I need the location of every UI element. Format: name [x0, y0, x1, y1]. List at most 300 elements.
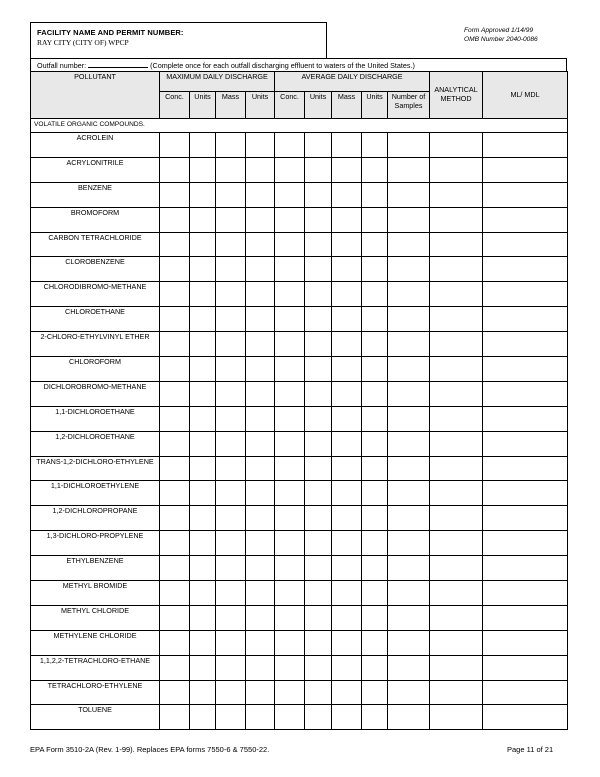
- mass-cell[interactable]: [216, 531, 246, 556]
- units-cell[interactable]: [246, 456, 275, 481]
- conc-cell[interactable]: [160, 133, 190, 158]
- ml-mdl-cell[interactable]: [483, 307, 568, 332]
- conc-cell[interactable]: [275, 655, 305, 680]
- mass-cell[interactable]: [332, 506, 362, 531]
- mass-cell[interactable]: [216, 307, 246, 332]
- units-cell[interactable]: [190, 332, 216, 357]
- units-cell[interactable]: [246, 630, 275, 655]
- ml-mdl-cell[interactable]: [483, 556, 568, 581]
- conc-cell[interactable]: [160, 630, 190, 655]
- units-cell[interactable]: [305, 506, 332, 531]
- samples-cell[interactable]: [388, 655, 430, 680]
- units-cell[interactable]: [246, 406, 275, 431]
- conc-cell[interactable]: [160, 207, 190, 232]
- units-cell[interactable]: [246, 556, 275, 581]
- analytical-method-cell[interactable]: [430, 456, 483, 481]
- units-cell[interactable]: [190, 481, 216, 506]
- units-cell[interactable]: [190, 357, 216, 382]
- mass-cell[interactable]: [216, 705, 246, 730]
- facility-box: [30, 22, 327, 58]
- pollutant-name: ACRYLONITRILE: [31, 157, 160, 182]
- conc-cell[interactable]: [160, 605, 190, 630]
- analytical-method-cell[interactable]: [430, 357, 483, 382]
- mass-cell[interactable]: [216, 232, 246, 257]
- ml-mdl-cell[interactable]: [483, 381, 568, 406]
- analytical-method-cell[interactable]: [430, 133, 483, 158]
- conc-cell[interactable]: [160, 531, 190, 556]
- samples-cell[interactable]: [388, 332, 430, 357]
- units-cell[interactable]: [246, 381, 275, 406]
- units-cell[interactable]: [190, 556, 216, 581]
- table-row: [31, 282, 568, 307]
- table-row: [31, 506, 568, 531]
- conc-cell[interactable]: [160, 406, 190, 431]
- mass-cell[interactable]: [332, 481, 362, 506]
- units-cell[interactable]: [190, 456, 216, 481]
- mass-cell[interactable]: [332, 705, 362, 730]
- conc-cell[interactable]: [160, 506, 190, 531]
- mass-cell[interactable]: [216, 655, 246, 680]
- sub-units: Units: [362, 92, 388, 119]
- mass-cell[interactable]: [332, 357, 362, 382]
- units-cell[interactable]: [362, 332, 388, 357]
- conc-cell[interactable]: [275, 282, 305, 307]
- form-approval-block: [464, 27, 574, 44]
- conc-cell[interactable]: [275, 481, 305, 506]
- samples-cell[interactable]: [388, 556, 430, 581]
- units-cell[interactable]: [246, 307, 275, 332]
- pollutant-name: METHYL CHLORIDE: [31, 605, 160, 630]
- samples-cell[interactable]: [388, 456, 430, 481]
- mass-cell[interactable]: [332, 232, 362, 257]
- units-cell[interactable]: [190, 257, 216, 282]
- units-cell[interactable]: [305, 232, 332, 257]
- mass-cell[interactable]: [332, 456, 362, 481]
- ml-mdl-cell[interactable]: [483, 406, 568, 431]
- samples-cell[interactable]: [388, 680, 430, 705]
- mass-cell[interactable]: [332, 655, 362, 680]
- units-cell[interactable]: [190, 581, 216, 606]
- ml-mdl-cell[interactable]: [483, 655, 568, 680]
- units-cell[interactable]: [246, 357, 275, 382]
- units-cell[interactable]: [305, 207, 332, 232]
- units-cell[interactable]: [246, 182, 275, 207]
- conc-cell[interactable]: [160, 581, 190, 606]
- units-cell[interactable]: [246, 431, 275, 456]
- conc-cell[interactable]: [160, 556, 190, 581]
- units-cell[interactable]: [362, 680, 388, 705]
- pollutant-name: 1,1-DICHLOROETHANE: [31, 406, 160, 431]
- units-cell[interactable]: [362, 406, 388, 431]
- units-cell[interactable]: [305, 282, 332, 307]
- section-row: [31, 119, 568, 133]
- samples-cell[interactable]: [388, 307, 430, 332]
- samples-cell[interactable]: [388, 406, 430, 431]
- conc-cell[interactable]: [160, 705, 190, 730]
- analytical-method-cell[interactable]: [430, 605, 483, 630]
- conc-cell[interactable]: [275, 506, 305, 531]
- mass-cell[interactable]: [216, 406, 246, 431]
- mass-cell[interactable]: [216, 157, 246, 182]
- mass-cell[interactable]: [332, 581, 362, 606]
- units-cell[interactable]: [305, 655, 332, 680]
- table-row: [31, 705, 568, 730]
- conc-cell[interactable]: [160, 456, 190, 481]
- samples-cell[interactable]: [388, 581, 430, 606]
- units-cell[interactable]: [362, 655, 388, 680]
- units-cell[interactable]: [362, 456, 388, 481]
- units-cell[interactable]: [305, 332, 332, 357]
- conc-cell[interactable]: [275, 381, 305, 406]
- ml-mdl-cell[interactable]: [483, 705, 568, 730]
- units-cell[interactable]: [362, 257, 388, 282]
- conc-cell[interactable]: [160, 282, 190, 307]
- table-row: [31, 655, 568, 680]
- conc-cell[interactable]: [160, 257, 190, 282]
- units-cell[interactable]: [246, 581, 275, 606]
- units-cell[interactable]: [362, 381, 388, 406]
- analytical-method-cell[interactable]: [430, 207, 483, 232]
- col-avg-daily: AVERAGE DAILY DISCHARGE: [275, 72, 430, 92]
- units-cell[interactable]: [305, 456, 332, 481]
- units-cell[interactable]: [305, 257, 332, 282]
- units-cell[interactable]: [305, 605, 332, 630]
- mass-cell[interactable]: [332, 630, 362, 655]
- analytical-method-cell[interactable]: [430, 282, 483, 307]
- conc-cell[interactable]: [275, 232, 305, 257]
- units-cell[interactable]: [190, 307, 216, 332]
- mass-cell[interactable]: [216, 630, 246, 655]
- mass-cell[interactable]: [216, 381, 246, 406]
- pollutant-name: 1,1,2,2-TETRACHLORO-ETHANE: [31, 655, 160, 680]
- units-cell[interactable]: [246, 680, 275, 705]
- units-cell[interactable]: [305, 680, 332, 705]
- units-cell[interactable]: [362, 282, 388, 307]
- analytical-method-cell[interactable]: [430, 630, 483, 655]
- units-cell[interactable]: [305, 705, 332, 730]
- conc-cell[interactable]: [275, 581, 305, 606]
- units-cell[interactable]: [362, 705, 388, 730]
- conc-cell[interactable]: [275, 705, 305, 730]
- units-cell[interactable]: [362, 157, 388, 182]
- units-cell[interactable]: [246, 257, 275, 282]
- units-cell[interactable]: [190, 506, 216, 531]
- mass-cell[interactable]: [216, 680, 246, 705]
- units-cell[interactable]: [190, 531, 216, 556]
- conc-cell[interactable]: [275, 257, 305, 282]
- samples-cell[interactable]: [388, 157, 430, 182]
- analytical-method-cell[interactable]: [430, 182, 483, 207]
- ml-mdl-cell[interactable]: [483, 605, 568, 630]
- units-cell[interactable]: [305, 531, 332, 556]
- conc-cell[interactable]: [160, 357, 190, 382]
- units-cell[interactable]: [190, 182, 216, 207]
- units-cell[interactable]: [246, 282, 275, 307]
- units-cell[interactable]: [362, 182, 388, 207]
- table-row: [31, 630, 568, 655]
- units-cell[interactable]: [190, 655, 216, 680]
- conc-cell[interactable]: [160, 332, 190, 357]
- units-cell[interactable]: [190, 705, 216, 730]
- omb-number: OMB Number 2040-0086: [464, 35, 538, 43]
- mass-cell[interactable]: [216, 506, 246, 531]
- mass-cell[interactable]: [216, 556, 246, 581]
- conc-cell[interactable]: [275, 357, 305, 382]
- mass-cell[interactable]: [332, 680, 362, 705]
- analytical-method-cell[interactable]: [430, 556, 483, 581]
- outfall-number-field[interactable]: [88, 61, 148, 68]
- units-cell[interactable]: [246, 481, 275, 506]
- ml-mdl-cell[interactable]: [483, 506, 568, 531]
- sub-number-of-samples: Number of Samples: [388, 92, 430, 119]
- mass-cell[interactable]: [216, 357, 246, 382]
- table-row: [31, 157, 568, 182]
- mass-cell[interactable]: [216, 182, 246, 207]
- ml-mdl-cell[interactable]: [483, 630, 568, 655]
- units-cell[interactable]: [190, 232, 216, 257]
- units-cell[interactable]: [362, 207, 388, 232]
- units-cell[interactable]: [246, 531, 275, 556]
- analytical-method-cell[interactable]: [430, 332, 483, 357]
- units-cell[interactable]: [246, 207, 275, 232]
- units-cell[interactable]: [305, 581, 332, 606]
- analytical-method-cell[interactable]: [430, 581, 483, 606]
- analytical-method-cell[interactable]: [430, 381, 483, 406]
- units-cell[interactable]: [246, 157, 275, 182]
- ml-mdl-cell[interactable]: [483, 207, 568, 232]
- header-row-1: [31, 72, 568, 92]
- mass-cell[interactable]: [216, 581, 246, 606]
- ml-mdl-cell[interactable]: [483, 232, 568, 257]
- ml-mdl-cell[interactable]: [483, 481, 568, 506]
- col-pollutant: POLLUTANT: [31, 72, 160, 119]
- units-cell[interactable]: [362, 232, 388, 257]
- analytical-method-cell[interactable]: [430, 406, 483, 431]
- conc-cell[interactable]: [160, 232, 190, 257]
- mass-cell[interactable]: [332, 406, 362, 431]
- conc-cell[interactable]: [160, 481, 190, 506]
- sub-units: Units: [305, 92, 332, 119]
- outfall-label: Outfall number:: [37, 61, 87, 70]
- mass-cell[interactable]: [332, 257, 362, 282]
- ml-mdl-cell[interactable]: [483, 680, 568, 705]
- units-cell[interactable]: [190, 282, 216, 307]
- conc-cell[interactable]: [160, 431, 190, 456]
- mass-cell[interactable]: [332, 332, 362, 357]
- conc-cell[interactable]: [160, 157, 190, 182]
- mass-cell[interactable]: [216, 456, 246, 481]
- conc-cell[interactable]: [275, 456, 305, 481]
- section-title: VOLATILE ORGANIC COMPOUNDS.: [31, 119, 568, 133]
- analytical-method-cell[interactable]: [430, 705, 483, 730]
- ml-mdl-cell[interactable]: [483, 257, 568, 282]
- ml-mdl-cell[interactable]: [483, 332, 568, 357]
- form-approved-date: Form Approved 1/14/99: [464, 27, 534, 34]
- samples-cell[interactable]: [388, 133, 430, 158]
- conc-cell[interactable]: [160, 655, 190, 680]
- analytical-method-cell[interactable]: [430, 506, 483, 531]
- units-cell[interactable]: [362, 605, 388, 630]
- conc-cell[interactable]: [160, 307, 190, 332]
- units-cell[interactable]: [362, 481, 388, 506]
- mass-cell[interactable]: [332, 207, 362, 232]
- units-cell[interactable]: [305, 133, 332, 158]
- analytical-method-cell[interactable]: [430, 531, 483, 556]
- ml-mdl-cell[interactable]: [483, 157, 568, 182]
- analytical-method-cell[interactable]: [430, 655, 483, 680]
- units-cell[interactable]: [305, 431, 332, 456]
- mass-cell[interactable]: [332, 381, 362, 406]
- samples-cell[interactable]: [388, 630, 430, 655]
- table-row: [31, 531, 568, 556]
- mass-cell[interactable]: [332, 307, 362, 332]
- analytical-method-cell[interactable]: [430, 680, 483, 705]
- form-id: EPA Form 3510-2A (Rev. 1-99). Replaces EPA forms 7550-6 & 7550-22.: [30, 745, 270, 754]
- pollutant-name: CARBON TETRACHLORIDE: [31, 232, 160, 257]
- units-cell[interactable]: [190, 381, 216, 406]
- samples-cell[interactable]: [388, 282, 430, 307]
- units-cell[interactable]: [190, 605, 216, 630]
- ml-mdl-cell[interactable]: [483, 133, 568, 158]
- samples-cell[interactable]: [388, 431, 430, 456]
- conc-cell[interactable]: [275, 332, 305, 357]
- units-cell[interactable]: [362, 630, 388, 655]
- page-number: Page 11 of 21: [507, 745, 554, 754]
- mass-cell[interactable]: [332, 282, 362, 307]
- units-cell[interactable]: [305, 381, 332, 406]
- mass-cell[interactable]: [332, 531, 362, 556]
- ml-mdl-cell[interactable]: [483, 456, 568, 481]
- ml-mdl-cell[interactable]: [483, 182, 568, 207]
- conc-cell[interactable]: [275, 182, 305, 207]
- pollutant-name: ACROLEIN: [31, 133, 160, 158]
- mass-cell[interactable]: [216, 605, 246, 630]
- pollutant-name: 2-CHLORO-ETHYLVINYL ETHER: [31, 332, 160, 357]
- units-cell[interactable]: [305, 307, 332, 332]
- units-cell[interactable]: [190, 680, 216, 705]
- units-cell[interactable]: [362, 581, 388, 606]
- conc-cell[interactable]: [275, 133, 305, 158]
- mass-cell[interactable]: [332, 182, 362, 207]
- mass-cell[interactable]: [332, 556, 362, 581]
- facility-value[interactable]: RAY CITY (CITY OF) WPCP: [37, 38, 129, 47]
- samples-cell[interactable]: [388, 207, 430, 232]
- samples-cell[interactable]: [388, 531, 430, 556]
- conc-cell[interactable]: [275, 157, 305, 182]
- samples-cell[interactable]: [388, 182, 430, 207]
- units-cell[interactable]: [305, 481, 332, 506]
- samples-cell[interactable]: [388, 705, 430, 730]
- pollutant-name: BENZENE: [31, 182, 160, 207]
- mass-cell[interactable]: [216, 332, 246, 357]
- conc-cell[interactable]: [275, 556, 305, 581]
- samples-cell[interactable]: [388, 232, 430, 257]
- units-cell[interactable]: [362, 506, 388, 531]
- conc-cell[interactable]: [275, 207, 305, 232]
- mass-cell[interactable]: [216, 133, 246, 158]
- conc-cell[interactable]: [160, 680, 190, 705]
- units-cell[interactable]: [305, 406, 332, 431]
- conc-cell[interactable]: [160, 381, 190, 406]
- units-cell[interactable]: [190, 406, 216, 431]
- units-cell[interactable]: [305, 157, 332, 182]
- conc-cell[interactable]: [160, 182, 190, 207]
- units-cell[interactable]: [305, 357, 332, 382]
- conc-cell[interactable]: [275, 431, 305, 456]
- ml-mdl-cell[interactable]: [483, 357, 568, 382]
- conc-cell[interactable]: [275, 307, 305, 332]
- conc-cell[interactable]: [275, 630, 305, 655]
- mass-cell[interactable]: [216, 282, 246, 307]
- analytical-method-cell[interactable]: [430, 431, 483, 456]
- units-cell[interactable]: [305, 556, 332, 581]
- ml-mdl-cell[interactable]: [483, 581, 568, 606]
- units-cell[interactable]: [362, 531, 388, 556]
- sub-mass: Mass: [332, 92, 362, 119]
- units-cell[interactable]: [305, 182, 332, 207]
- mass-cell[interactable]: [332, 431, 362, 456]
- units-cell[interactable]: [190, 133, 216, 158]
- mass-cell[interactable]: [216, 257, 246, 282]
- units-cell[interactable]: [190, 157, 216, 182]
- units-cell[interactable]: [362, 556, 388, 581]
- units-cell[interactable]: [362, 133, 388, 158]
- samples-cell[interactable]: [388, 605, 430, 630]
- units-cell[interactable]: [362, 307, 388, 332]
- units-cell[interactable]: [246, 506, 275, 531]
- units-cell[interactable]: [362, 431, 388, 456]
- conc-cell[interactable]: [275, 605, 305, 630]
- mass-cell[interactable]: [216, 207, 246, 232]
- mass-cell[interactable]: [216, 481, 246, 506]
- units-cell[interactable]: [362, 357, 388, 382]
- units-cell[interactable]: [246, 655, 275, 680]
- table-row: [31, 680, 568, 705]
- units-cell[interactable]: [190, 431, 216, 456]
- units-cell[interactable]: [246, 705, 275, 730]
- units-cell[interactable]: [305, 630, 332, 655]
- analytical-method-cell[interactable]: [430, 257, 483, 282]
- mass-cell[interactable]: [216, 431, 246, 456]
- units-cell[interactable]: [246, 133, 275, 158]
- mass-cell[interactable]: [332, 605, 362, 630]
- samples-cell[interactable]: [388, 381, 430, 406]
- analytical-method-cell[interactable]: [430, 157, 483, 182]
- units-cell[interactable]: [246, 605, 275, 630]
- analytical-method-cell[interactable]: [430, 481, 483, 506]
- ml-mdl-cell[interactable]: [483, 431, 568, 456]
- conc-cell[interactable]: [275, 531, 305, 556]
- samples-cell[interactable]: [388, 481, 430, 506]
- table-row: [31, 332, 568, 357]
- ml-mdl-cell[interactable]: [483, 531, 568, 556]
- ml-mdl-cell[interactable]: [483, 282, 568, 307]
- mass-cell[interactable]: [332, 157, 362, 182]
- units-cell[interactable]: [190, 207, 216, 232]
- units-cell[interactable]: [190, 630, 216, 655]
- mass-cell[interactable]: [332, 133, 362, 158]
- units-cell[interactable]: [246, 332, 275, 357]
- analytical-method-cell[interactable]: [430, 307, 483, 332]
- units-cell[interactable]: [246, 232, 275, 257]
- analytical-method-cell[interactable]: [430, 232, 483, 257]
- outfall-instruction: (Complete once for each outfall discharging effluent to waters of the United States.): [150, 61, 415, 70]
- conc-cell[interactable]: [275, 406, 305, 431]
- samples-cell[interactable]: [388, 257, 430, 282]
- samples-cell[interactable]: [388, 357, 430, 382]
- samples-cell[interactable]: [388, 506, 430, 531]
- conc-cell[interactable]: [275, 680, 305, 705]
